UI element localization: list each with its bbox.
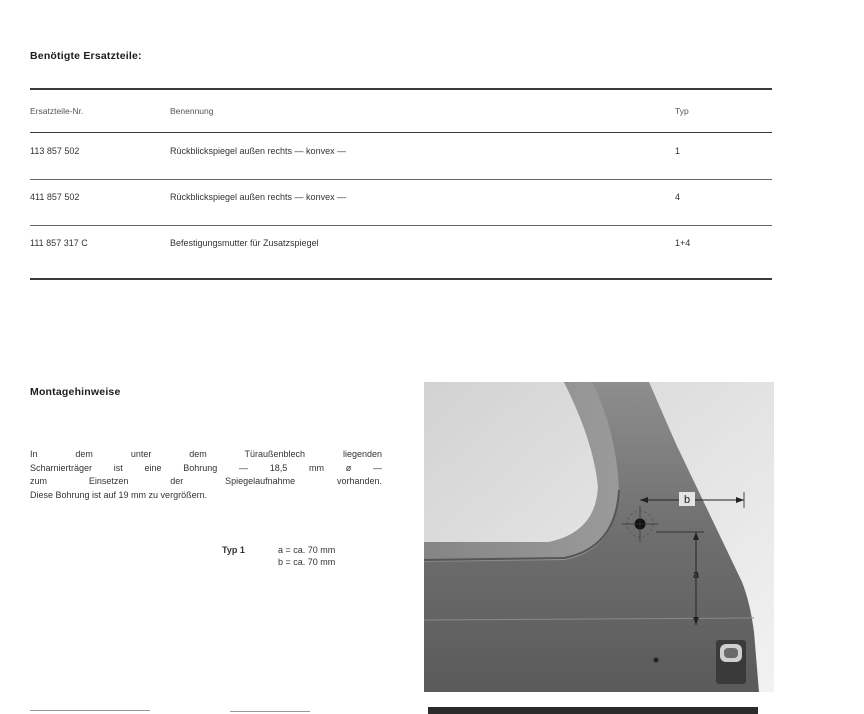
part-name: Rückblickspiegel außen rechts — konvex — xyxy=(170,192,347,202)
instruction-line: Scharnierträger ist eine Bohrung — 18,5 mm ø — xyxy=(30,462,382,473)
part-number: 113 857 502 xyxy=(30,146,80,156)
label-b: b xyxy=(683,494,691,506)
table-top-rule xyxy=(30,88,772,90)
mounting-instructions xyxy=(30,448,382,502)
dimension-a: a = ca. 70 mm xyxy=(278,545,336,555)
part-typ: 1+4 xyxy=(675,238,691,248)
row-divider xyxy=(30,225,772,226)
part-name: Befestigungsmutter für Zusatzspiegel xyxy=(170,238,319,248)
part-number: 111 857 317 C xyxy=(30,238,88,248)
instruction-line: Diese Bohrung ist auf 19 mm zu vergrößern. xyxy=(30,489,208,500)
door-photo xyxy=(424,382,774,692)
next-photo-edge xyxy=(428,707,758,714)
column-header-number: Ersatzteile-Nr. xyxy=(30,106,84,116)
part-typ: 4 xyxy=(675,192,681,202)
part-typ: 1 xyxy=(675,146,681,156)
scan-artifact xyxy=(30,710,150,711)
instruction-line: zum Einsetzen der Spiegelaufnahme vorhanden. xyxy=(30,476,382,486)
typ-label: Typ 1 xyxy=(222,545,245,555)
panel-rivet xyxy=(654,658,659,663)
part-number: 411 857 502 xyxy=(30,192,80,202)
parts-section-title: Benötigte Ersatzteile: xyxy=(30,50,142,62)
part-name: Rückblickspiegel außen rechts — konvex — xyxy=(170,146,347,156)
label-a: a xyxy=(692,569,700,581)
hinge-pin-center xyxy=(724,648,738,658)
table-header-rule xyxy=(30,132,772,133)
scan-artifact xyxy=(230,711,310,712)
instruction-line: In dem unter dem Türaußenblech liegenden xyxy=(30,449,382,459)
dimension-b: b = ca. 70 mm xyxy=(278,557,336,567)
column-header-typ: Typ xyxy=(675,106,689,116)
row-divider xyxy=(30,179,772,180)
table-bottom-rule xyxy=(30,278,772,280)
column-header-name: Benennung xyxy=(170,106,214,116)
mounting-section-title: Montagehinweise xyxy=(30,386,121,398)
